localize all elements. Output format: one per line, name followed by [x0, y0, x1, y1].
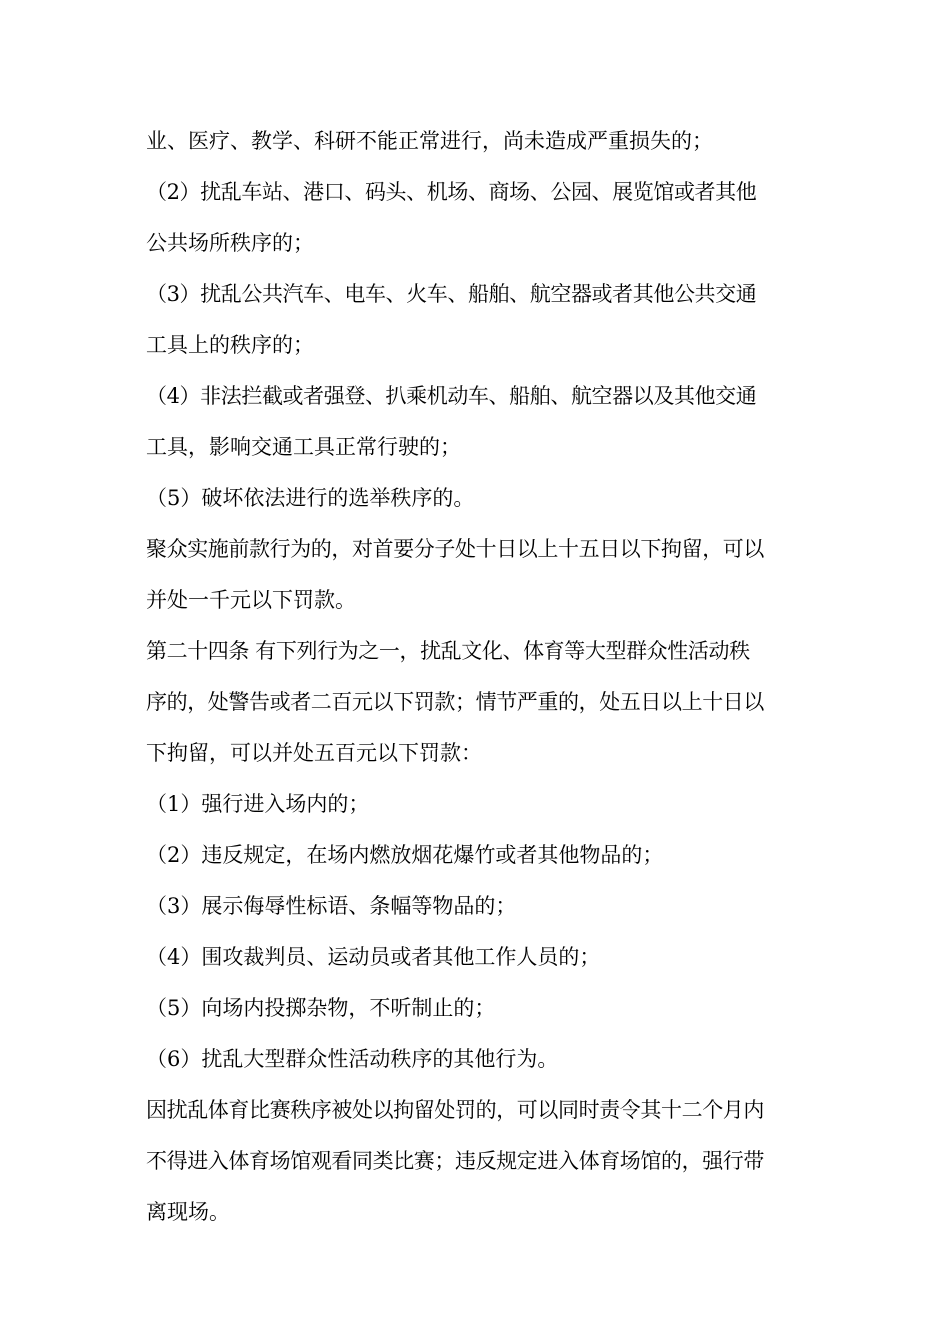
document-body	[146, 116, 812, 1238]
text-line: 序的，处警告或者二百元以下罚款；情节严重的，处五日以上十日以	[146, 690, 764, 714]
text-line: 业、医疗、教学、科研不能正常进行，尚未造成严重损失的；	[146, 129, 713, 153]
text-line: （6）扰乱大型群众性活动秩序的其他行为。	[146, 1047, 559, 1071]
text-line: （4）围攻裁判员、运动员或者其他工作人员的；	[146, 945, 601, 969]
text-line: 下拘留，可以并处五百元以下罚款：	[146, 741, 482, 765]
text-line: 离现场。	[146, 1200, 230, 1224]
text-line: （2）扰乱车站、港口、码头、机场、商场、公园、展览馆或者其他	[146, 180, 757, 204]
text-line: （5）破坏依法进行的选举秩序的。	[146, 486, 475, 510]
text-line: （2）违反规定，在场内燃放烟花爆竹或者其他物品的；	[146, 843, 664, 867]
text-line: （4）非法拦截或者强登、扒乘机动车、船舶、航空器以及其他交通	[146, 384, 757, 408]
text-line: （3）展示侮辱性标语、条幅等物品的；	[146, 894, 517, 918]
text-line: 因扰乱体育比赛秩序被处以拘留处罚的，可以同时责令其十二个月内	[146, 1098, 764, 1122]
text-line: （5）向场内投掷杂物，不听制止的；	[146, 996, 496, 1020]
text-line: （3）扰乱公共汽车、电车、火车、船舶、航空器或者其他公共交通	[146, 282, 757, 306]
text-line: 不得进入体育场馆观看同类比赛；违反规定进入体育场馆的，强行带	[146, 1149, 764, 1173]
text-line: 公共场所秩序的；	[146, 231, 314, 255]
text-line: （1）强行进入场内的；	[146, 792, 370, 816]
text-line: 工具上的秩序的；	[146, 333, 314, 357]
text-line: 工具，影响交通工具正常行驶的；	[146, 435, 461, 459]
text-line: 聚众实施前款行为的，对首要分子处十日以上十五日以下拘留，可以	[146, 537, 764, 561]
article-heading-line: 第二十四条 有下列行为之一，扰乱文化、体育等大型群众性活动秩	[146, 639, 750, 663]
text-line: 并处一千元以下罚款。	[146, 588, 356, 612]
